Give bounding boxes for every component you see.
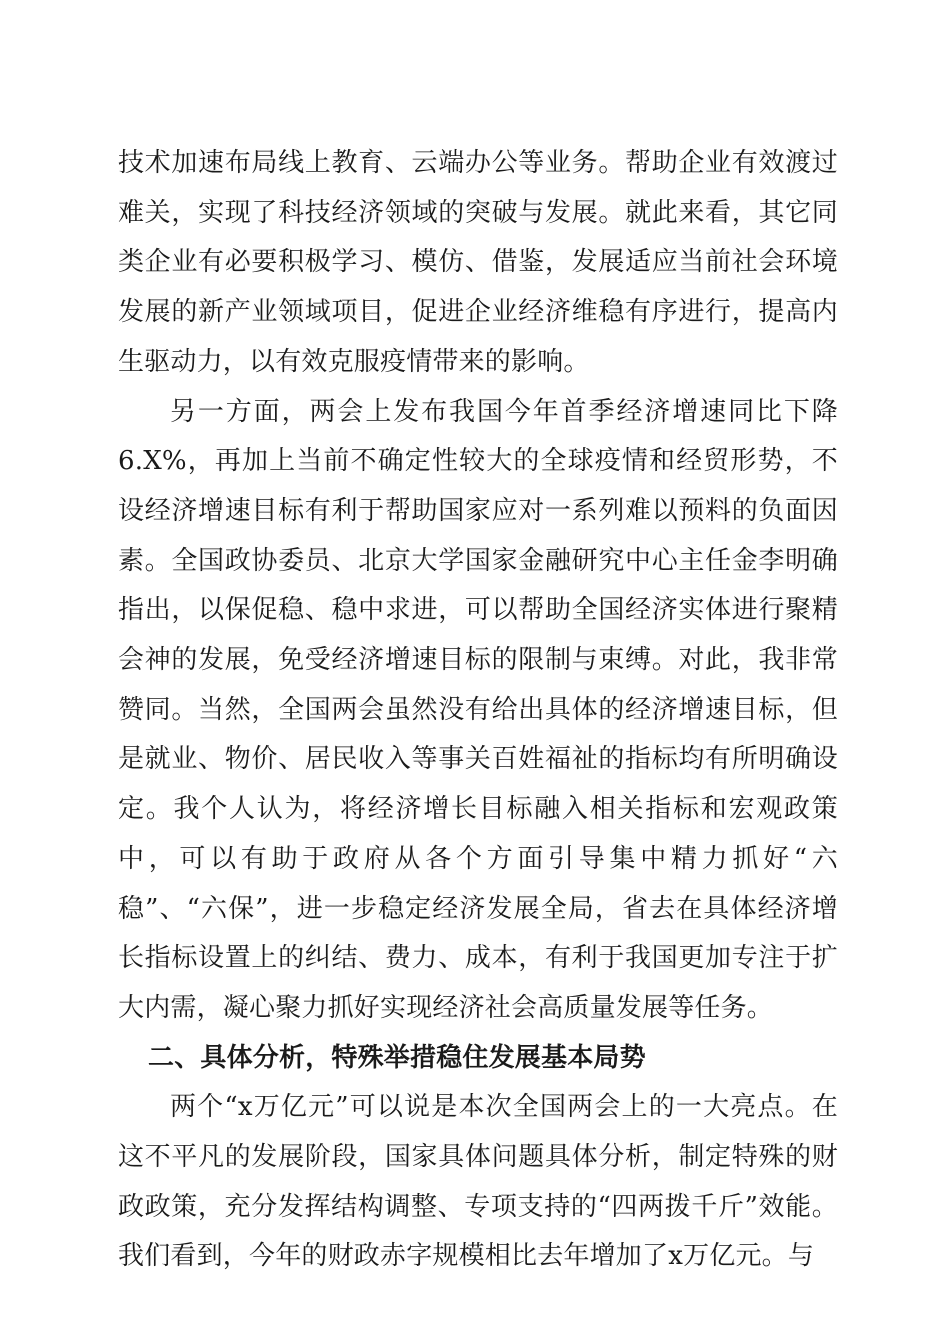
document-body	[118, 139, 838, 1282]
paragraph-fiscal-policy: 两个“x万亿元”可以说是本次全国两会上的一大亮点。在这不平凡的发展阶段，国家具体问题具体分析，制定特殊的财政政策，充分发挥结构调整、专项支持的“四两拨千斤”效能。我们看到，今年的财政赤字规模相比去年增加了x万亿元。与	[118, 1092, 838, 1272]
paragraph-continuation: 技术加速布局线上教育、云端办公等业务。帮助企业有效渡过难关，实现了科技经济领域的突破与发展。就此来看，其它同类企业有必要积极学习、模仿、借鉴，发展适应当前社会环境发展的新产业领域项目，促进企业经济维稳有序进行，提高内生驱动力，以有效克服疫情带来的影响。	[118, 148, 838, 377]
paragraph-economic-growth: 另一方面，两会上发布我国今年首季经济增速同比下降6.X%，再加上当前不确定性较大的全球疫情和经贸形势，不设经济增速目标有利于帮助国家应对一系列难以预料的负面因素。全国政协委员、北京大学国家金融研究中心主任金李明确指出，以保促稳、稳中求进，可以帮助全国经济实体进行聚精会神的发展，免受经济增速目标的限制与束缚。对此，我非常赞同。当然，全国两会虽然没有给出具体的经济增速目标，但是就业、物价、居民收入等事关百姓福祉的指标均有所明确设定。我个人认为，将经济增长目标融入相关指标和宏观政策中，可以有助于政府从各个方面引导集中精力抓好“六稳”、“六保”，进一步稳定经济发展全局，省去在具体经济增长指标设置上的纠结、费力、成本，有利于我国更加专注于扩大内需，凝心聚力抓好实现经济社会高质量发展等任务。	[118, 396, 838, 1023]
section-heading: 二、具体分析，特殊举措稳住发展基本局势	[148, 1042, 646, 1073]
